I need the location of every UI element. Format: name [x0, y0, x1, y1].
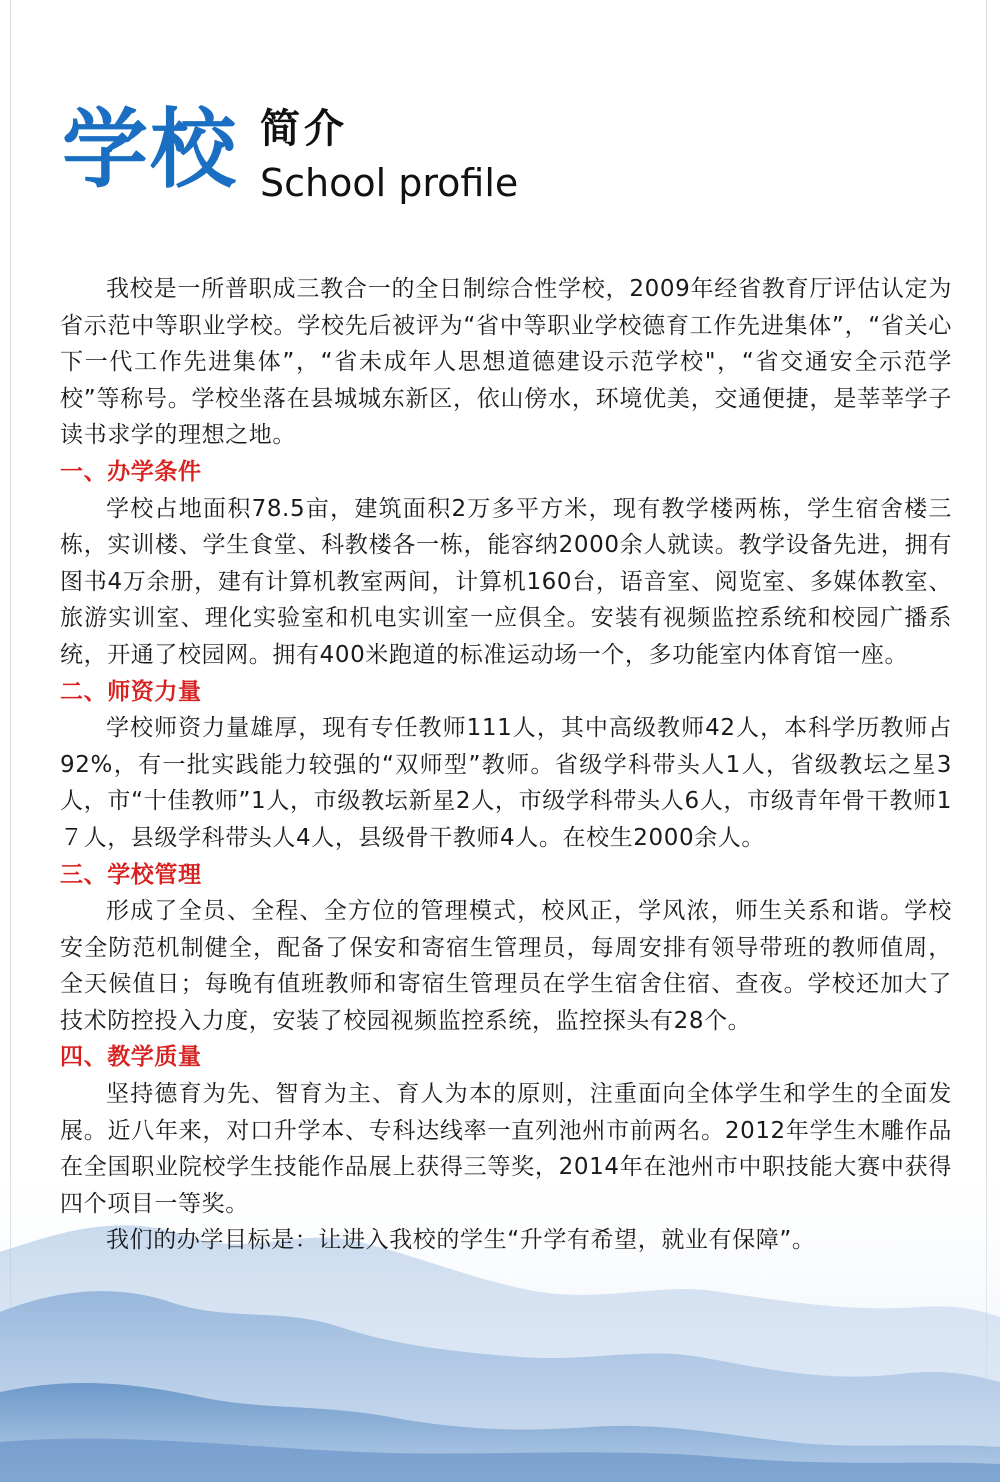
section-title-faculty: 二、师资力量 [60, 678, 202, 705]
section-title-conditions: 一、办学条件 [60, 458, 202, 485]
intro-paragraph: 我校是一所普职成三教合一的全日制综合性学校，2009年经省教育厅评估认定为省示范中等职业学校。学校先后被评为“省中等职业学校德育工作先进集体”，“省关心下一代工作先进集体”，“省未成年人思想道德建设示范学校"，“省交通安全示范学校”等称号。学校坐落在县城城东新区，依山傍水，环境优美，交通便捷，是莘莘学子读书求学的理想之地。 [60, 276, 952, 449]
section-body-conditions: 学校占地面积78.5亩，建筑面积2万多平方米，现有教学楼两栋，学生宿舍楼三栋，实训楼、学生食堂、科教楼各一栋，能容纳2000余人就读。教学设备先进，拥有图书4万余册，建有计算机教室两间，计算机160台，语音室、阅览室、多媒体教室、旅游实训室、理化实验室和机电实训室一应俱全。安装有视频监控系统和校园广播系统，开通了校园网。拥有400米跑道的标准运动场一个，多功能室内体育馆一座。 [60, 495, 952, 668]
section-title-quality: 四、教学质量 [60, 1044, 202, 1071]
section-body-management: 形成了全员、全程、全方位的管理模式，校风正，学风浓，师生关系和谐。学校安全防范机制健全，配备了保安和寄宿生管理员，每周安排有领导带班的教师值周，全天候值日；每晚有值班教师和寄宿生管理员在学生宿舍住宿、查夜。学校还加大了技术防控投入力度，安装了校园视频监控系统，监控探头有28个。 [60, 898, 952, 1034]
section-body-quality: 坚持德育为先、智育为主、育人为本的原则，注重面向全体学生和学生的全面发展。近八年来，对口升学本、专科达线率一直列池州市前两名。2012年学生木雕作品在全国职业院校学生技能作品展上获得三等奖，2014年在池州市中职技能大赛中获得四个项目一等奖。 [60, 1081, 952, 1217]
section-title-management: 三、学校管理 [60, 861, 202, 888]
section-body-faculty: 学校师资力量雄厚，现有专任教师111人，其中高级教师42人，本科学历教师占92%，有一批实践能力较强的“双师型”教师。省级学科带头人1人，省级教坛之星3人，市“十佳教师”1人，市级教坛新星2人，市级学科带头人6人，市级青年骨干教师1７人，县级学科带头人4人，县级骨干教师4人。在校生2000余人。 [60, 715, 952, 851]
profile-content [60, 271, 952, 1259]
closing-paragraph: 我们的办学目标是：让进入我校的学生“升学有希望，就业有保障”。 [106, 1227, 816, 1254]
title-profile: 简介 [260, 105, 348, 152]
title-english: School profile [260, 161, 519, 205]
page-header [62, 100, 662, 220]
title-school: 学校 [62, 99, 238, 200]
